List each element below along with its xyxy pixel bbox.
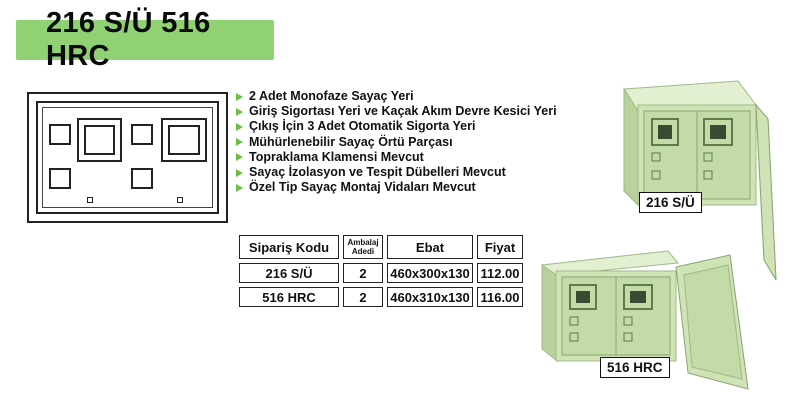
column-header-price: Fiyat — [477, 235, 523, 259]
meter-slot-right — [161, 118, 207, 162]
feature-item: Çıkış İçin 3 Adet Otomatik Sigorta Yeri — [236, 119, 557, 134]
cell-package-qty: 2 — [343, 263, 383, 283]
seal-screw-icon — [177, 197, 183, 203]
cell-size: 460x310x130 — [387, 287, 473, 307]
cell-size: 460x300x130 — [387, 263, 473, 283]
bullet-arrow-icon — [236, 108, 243, 116]
cell-order-code: 216 S/Ü — [239, 263, 339, 283]
page-title: 216 S/Ü 516 HRC — [46, 7, 211, 72]
feature-item: Mühürlenebilir Sayaç Örtü Parçası — [236, 135, 557, 150]
cell-order-code: 516 HRC — [239, 287, 339, 307]
cell-price: 112.00 — [477, 263, 523, 283]
bullet-arrow-icon — [236, 169, 243, 177]
feature-list — [236, 89, 557, 195]
title-banner — [16, 7, 274, 72]
feature-item: Giriş Sigortası Yeri ve Kaçak Akım Devre Kesici Yeri — [236, 104, 557, 119]
column-header-size: Ebat — [387, 235, 473, 259]
bullet-arrow-icon — [236, 138, 243, 146]
feature-item: Özel Tip Sayaç Montaj Vidaları Mevcut — [236, 180, 557, 195]
table-header-row — [239, 235, 523, 259]
fuse-slot — [49, 124, 71, 145]
schematic-panel — [42, 107, 213, 208]
feature-item: Sayaç İzolasyon ve Tespit Dübelleri Mevcut — [236, 165, 557, 180]
bullet-arrow-icon — [236, 93, 243, 101]
cell-package-qty: 2 — [343, 287, 383, 307]
product-label-516: 516 HRC — [600, 357, 670, 378]
feature-item: Topraklama Klamensi Mevcut — [236, 150, 557, 165]
terminal-slot-left — [49, 168, 71, 189]
bullet-arrow-icon — [236, 184, 243, 192]
meter-slot-left — [77, 118, 122, 162]
product-label-216: 216 S/Ü — [639, 192, 702, 213]
schematic-front-view — [27, 92, 228, 223]
schematic-inner-frame — [36, 101, 219, 214]
bullet-arrow-icon — [236, 153, 243, 161]
table-row — [239, 287, 523, 307]
bullet-arrow-icon — [236, 123, 243, 131]
feature-item: 2 Adet Monofaze Sayaç Yeri — [236, 89, 557, 104]
breaker-slot — [131, 124, 153, 145]
table-row — [239, 263, 523, 283]
cell-price: 116.00 — [477, 287, 523, 307]
column-header-package-qty: Ambalaj Adedi — [343, 235, 383, 259]
seal-screw-icon — [87, 197, 93, 203]
order-table — [235, 231, 527, 311]
terminal-slot-right — [131, 168, 153, 189]
column-header-order-code: Sipariş Kodu — [239, 235, 339, 259]
